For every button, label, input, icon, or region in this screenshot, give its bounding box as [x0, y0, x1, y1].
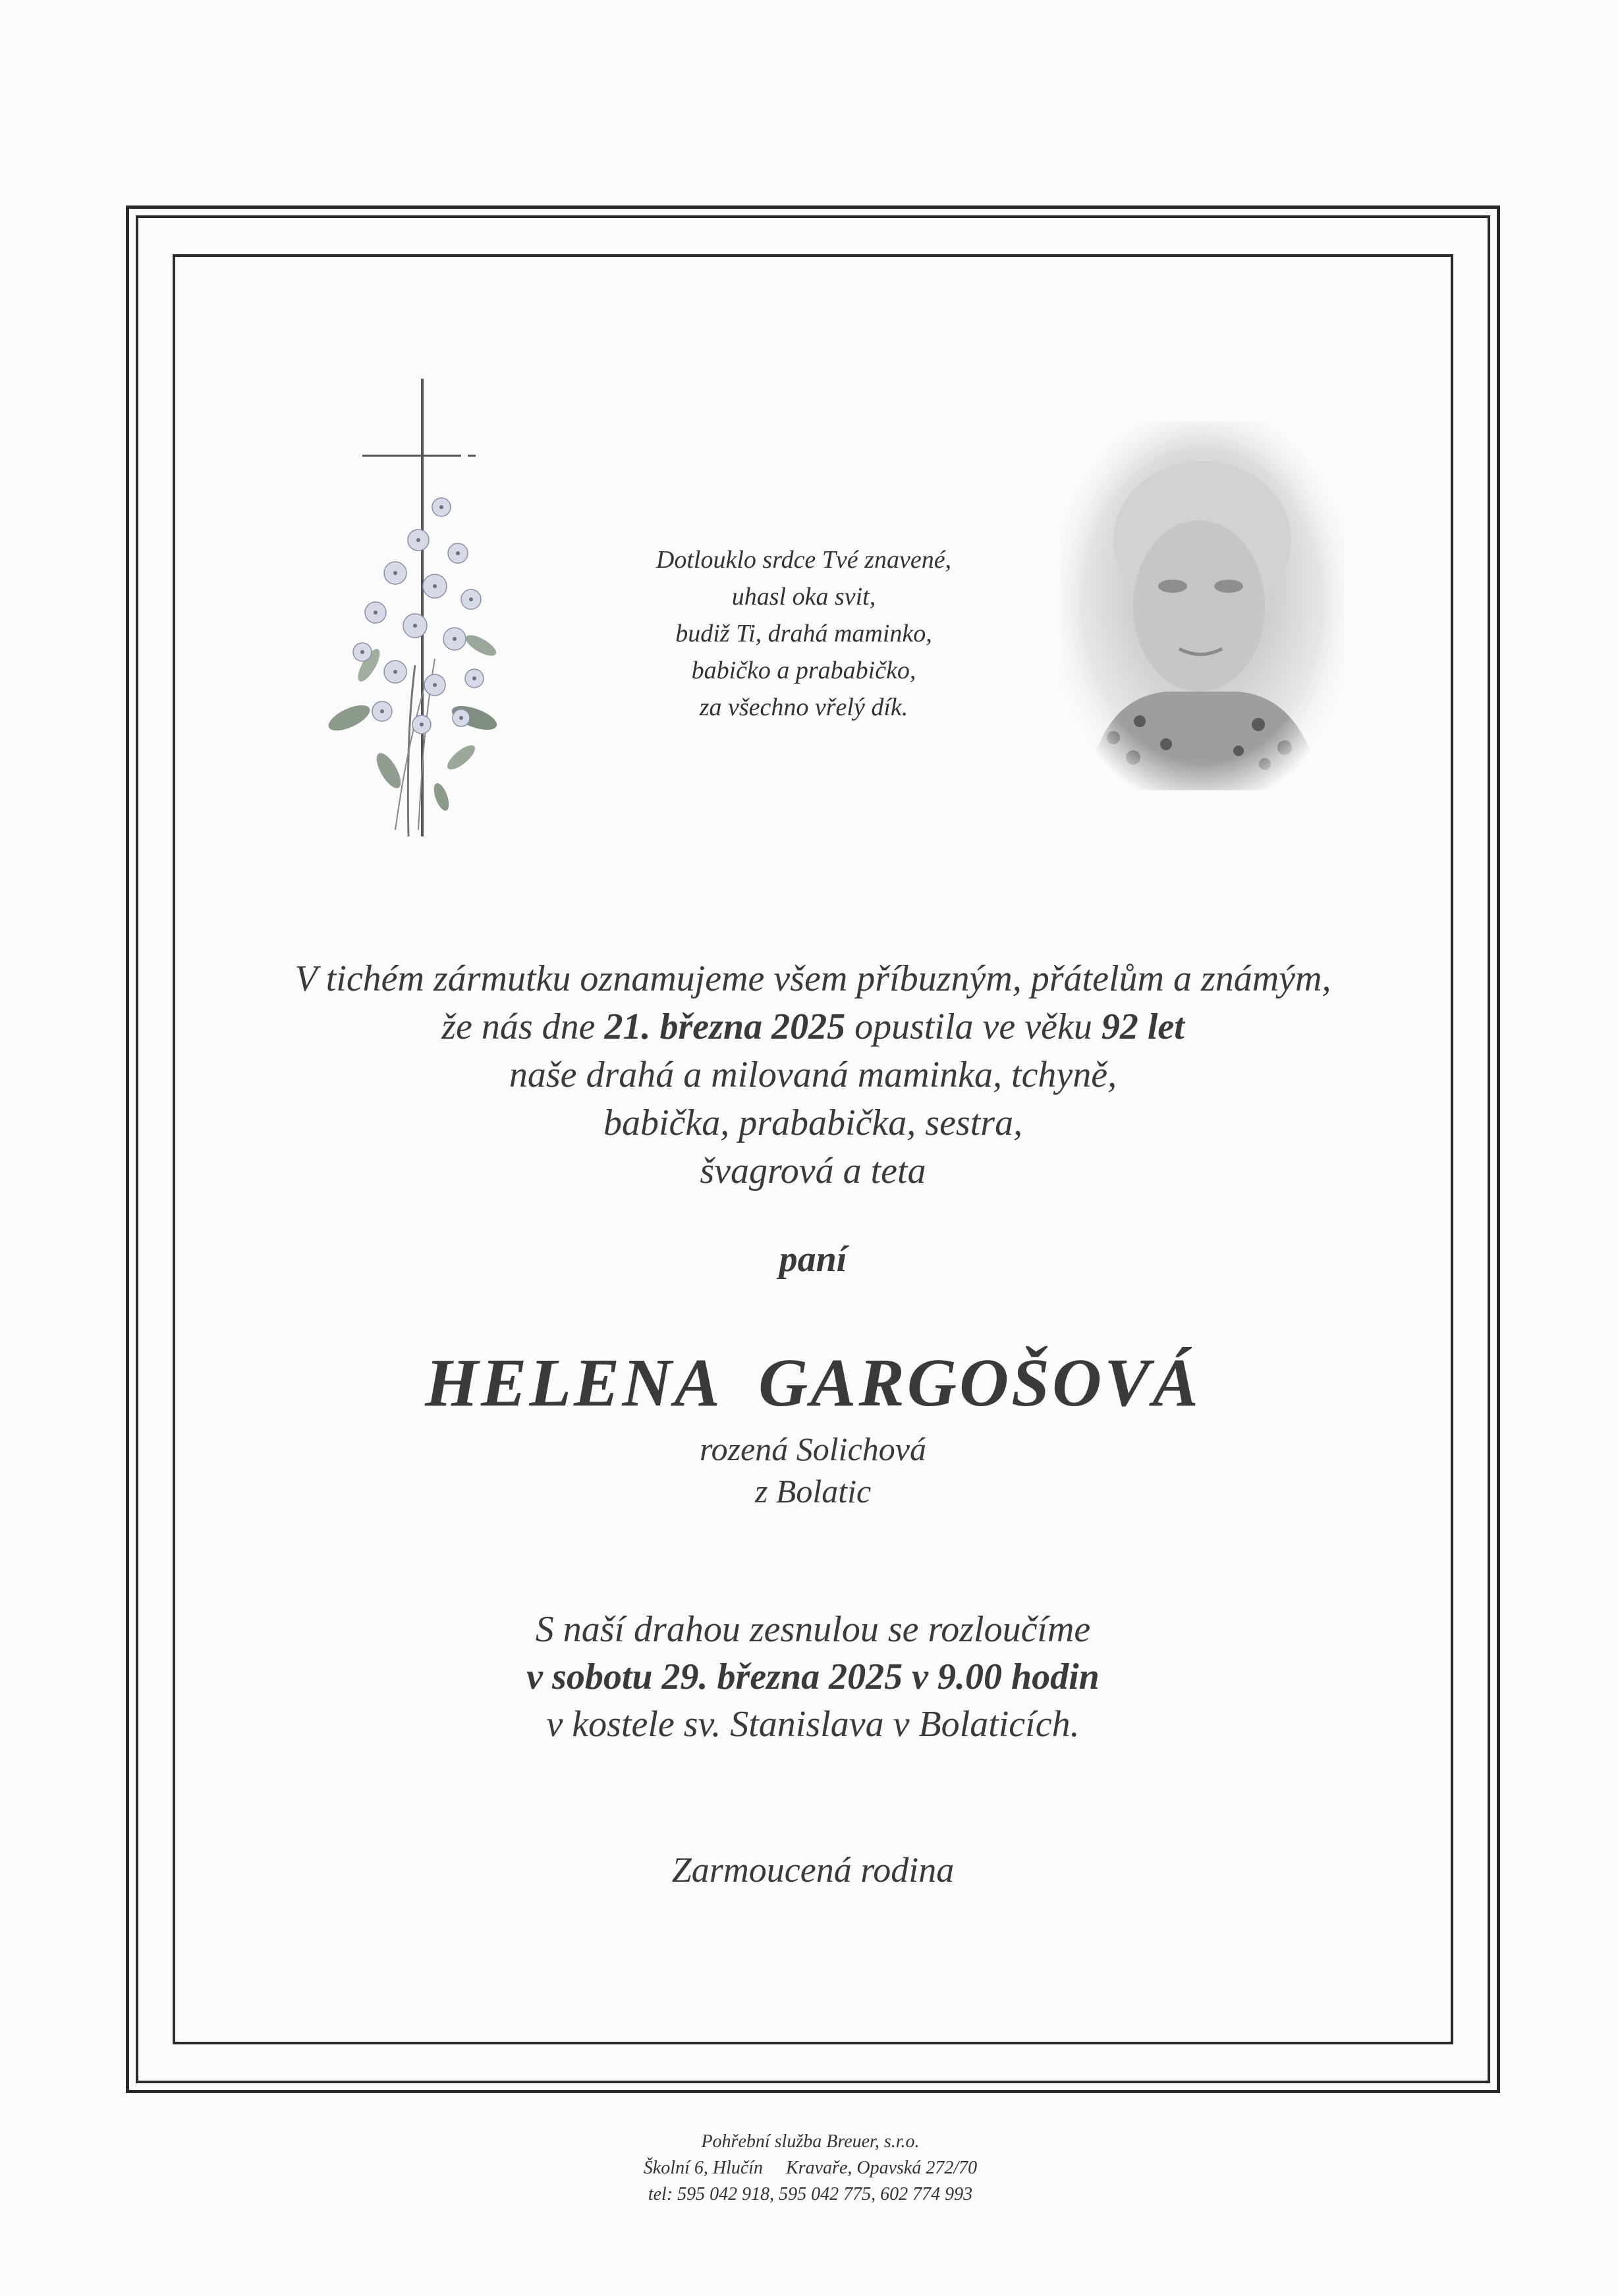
funeral-details — [173, 1606, 1453, 1748]
age-at-death: 92 let — [1101, 1006, 1185, 1047]
deceased-name: HELENA GARGOŠOVÁ — [425, 1345, 1201, 1421]
footer-company: Pohřební služba Breuer, s.r.o. — [701, 2131, 920, 2152]
announcement-text: opustila ve věku — [845, 1006, 1102, 1047]
announcement-text: že nás dne — [441, 1006, 605, 1047]
announcement-line-2 — [173, 1003, 1453, 1051]
date-of-death: 21. března 2025 — [604, 1006, 846, 1047]
footer-phones: tel: 595 042 918, 595 042 775, 602 774 993 — [648, 2184, 973, 2204]
maiden-name: rozená Solichová — [700, 1431, 926, 1467]
announcement-line-4: babička, prababička, sestra, — [603, 1103, 1023, 1143]
salutation: paní — [779, 1239, 847, 1280]
funeral-location: v kostele sv. Stanislava v Bolaticích. — [546, 1704, 1080, 1745]
signature: Zarmoucená rodina — [671, 1850, 955, 1890]
portrait-figure — [1061, 422, 1344, 790]
portrait-photo — [1061, 422, 1344, 790]
birth-info — [173, 1428, 1453, 1512]
poem-line: uhasl oka svit, — [731, 583, 876, 611]
farewell-line-1: S naší drahou zesnulou se rozloučíme — [535, 1609, 1091, 1650]
cross-with-flowers-icon — [310, 375, 527, 843]
funeral-service-footer — [527, 2129, 1094, 2208]
announcement-line-3: naše drahá a milovaná maminka, tchyně, — [509, 1054, 1117, 1095]
poem-line: babičko a prababičko, — [691, 657, 916, 684]
death-announcement — [173, 955, 1453, 1195]
poem-line: Dotlouklo srdce Tvé znavené, — [656, 546, 952, 574]
footer-addresses: Školní 6, Hlučín Kravaře, Opavská 272/70 — [643, 2158, 978, 2178]
poem-line: budiž Ti, drahá maminko, — [675, 620, 932, 647]
poem-line: za všechno vřelý dík. — [699, 694, 908, 721]
memorial-poem — [573, 541, 1034, 726]
hometown: z Bolatic — [754, 1473, 872, 1510]
funeral-datetime: v sobotu 29. března 2025 v 9.00 hodin — [526, 1656, 1100, 1697]
announcement-line-5: švagrová a teta — [700, 1151, 926, 1191]
announcement-line-1: V tichém zármutku oznamujeme všem příbuzným, přátelům a známým, — [294, 958, 1331, 999]
